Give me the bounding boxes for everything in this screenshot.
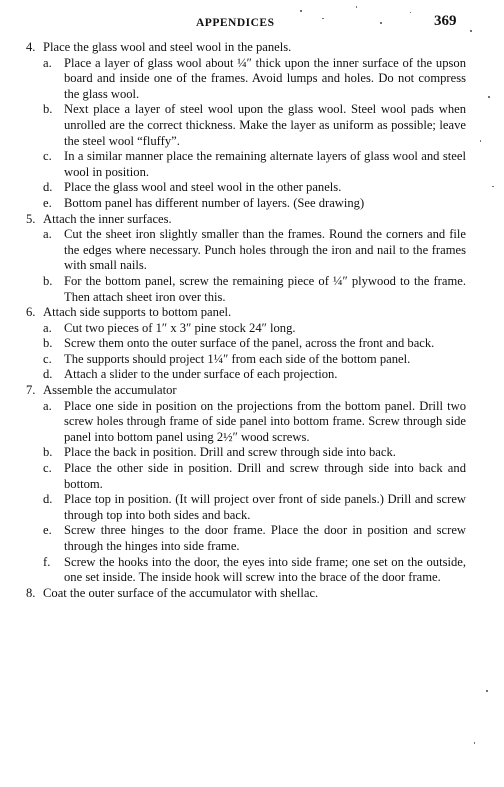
- substep-text: Screw the hooks into the door, the eyes into side frame; one set on the outside, one set inside. The inside hook will screw into the brace of the door frame.: [64, 554, 466, 585]
- substep-letter: d.: [43, 180, 53, 195]
- substep-item: [26, 149, 466, 180]
- substep-item: [26, 523, 466, 554]
- running-title: APPENDICES: [196, 17, 275, 29]
- substep-letter: d.: [43, 367, 53, 382]
- substep-item: [26, 461, 466, 492]
- substep-text: Place the back in position. Drill and screw through side into back.: [64, 445, 396, 460]
- substep-letter: b.: [43, 273, 53, 288]
- substep-item: [26, 492, 466, 523]
- substep-item: [26, 352, 466, 368]
- substep-text: Cut two pieces of 1″ x 3″ pine stock 24″ long.: [64, 320, 296, 335]
- substep-item: [26, 555, 466, 586]
- page-number: 369: [434, 13, 457, 29]
- substep-letter: d.: [43, 492, 53, 507]
- step-item: [26, 586, 466, 602]
- substep-text: Place the glass wool and steel wool in the other panels.: [64, 180, 342, 195]
- substep-item: [26, 445, 466, 461]
- step-number: 4.: [26, 40, 36, 54]
- substep-item: [26, 180, 466, 196]
- step-text: Coat the outer surface of the accumulator with shellac.: [43, 585, 319, 600]
- step-item: [26, 212, 466, 228]
- substep-letter: e.: [43, 195, 52, 210]
- substep-letter: c.: [43, 351, 52, 366]
- substep-item: [26, 336, 466, 352]
- substep-item: [26, 102, 466, 149]
- page-header: [0, 14, 504, 34]
- step-item: [26, 305, 466, 321]
- substep-text: Attach a slider to the under surface of each projection.: [64, 367, 338, 382]
- step-number: 6.: [26, 305, 36, 320]
- substep-item: [26, 321, 466, 337]
- step-text: Place the glass wool and steel wool in the panels.: [43, 40, 292, 54]
- substep-item: [26, 274, 466, 305]
- substep-text: Place one side in position on the projections from the bottom panel. Drill two screw holes through frame of side panel into bottom frame. Screw through side panel into bottom panel using 2½″ wood screws.: [64, 398, 466, 444]
- step-item: [26, 383, 466, 399]
- substep-item: [26, 196, 466, 212]
- substep-letter: e.: [43, 523, 52, 538]
- substep-letter: a.: [43, 398, 52, 413]
- substep-text: Screw them onto the outer surface of the panel, across the front and back.: [64, 336, 435, 351]
- substep-letter: b.: [43, 336, 53, 351]
- step-number: 7.: [26, 383, 36, 398]
- step-text: Assemble the accumulator: [43, 383, 177, 398]
- substep-text: Bottom panel has different number of layers. (See drawing): [64, 195, 365, 210]
- substep-letter: a.: [43, 55, 52, 70]
- substep-letter: b.: [43, 102, 53, 117]
- step-text: Attach the inner surfaces.: [43, 211, 172, 226]
- step-number: 5.: [26, 211, 36, 226]
- substep-text: Next place a layer of steel wool upon the glass wool. Steel wool pads when unrolled are the correct thickness. Make the layer as uniform as possible; leave the steel wool “fluffy”.: [64, 102, 466, 148]
- substep-letter: a.: [43, 320, 52, 335]
- substep-text: Place the other side in position. Drill and screw through side into back and bottom.: [64, 461, 466, 491]
- substep-text: Cut the sheet iron slightly smaller than the frames. Round the corners and file the edges where necessary. Punch holes through the iron and nail to the frames with small nails.: [64, 227, 466, 273]
- substep-text: Place top in position. (It will project over front of side panels.) Drill and screw through top into both sides and back.: [64, 492, 466, 522]
- substep-letter: c.: [43, 461, 52, 476]
- substep-text: Screw three hinges to the door frame. Place the door in position and screw through the hinges into side frame.: [64, 523, 466, 553]
- substep-letter: c.: [43, 149, 52, 164]
- substep-item: [26, 399, 466, 446]
- substep-text: For the bottom panel, screw the remaining piece of ¼″ plywood to the frame. Then attach sheet iron over this.: [64, 273, 466, 304]
- substep-letter: b.: [43, 445, 53, 460]
- substep-item: [26, 56, 466, 103]
- substep-text: The supports should project 1¼″ from each side of the bottom panel.: [64, 351, 411, 366]
- substep-letter: a.: [43, 227, 52, 242]
- instructions-body: [26, 40, 466, 601]
- step-text: Attach side supports to bottom panel.: [43, 305, 232, 320]
- step-item: [26, 40, 466, 56]
- substep-letter: f.: [43, 554, 51, 569]
- substep-item: [26, 367, 466, 383]
- substep-item: [26, 227, 466, 274]
- step-number: 8.: [26, 585, 36, 600]
- substep-text: Place a layer of glass wool about ¼″ thick upon the inner surface of the upson board and inside one of the frames. Avoid lumps and holes. Do not compress the glass wool.: [64, 55, 466, 101]
- substep-text: In a similar manner place the remaining alternate layers of glass wool and steel wool in position.: [64, 149, 466, 179]
